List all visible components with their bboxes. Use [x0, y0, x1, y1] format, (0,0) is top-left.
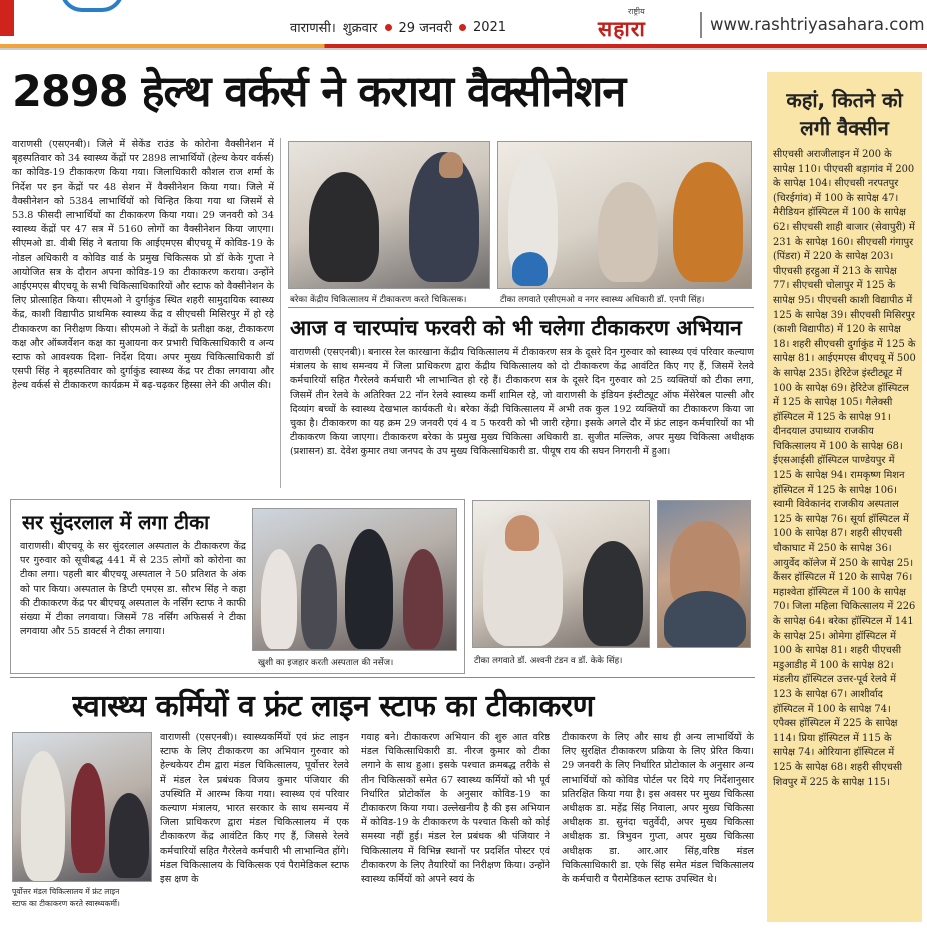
- bullet-icon: [385, 24, 392, 31]
- person-figure: [309, 172, 379, 282]
- story4-column3: टीकाकरण के लिए और साथ ही अन्य लाभार्थियों के लिए सुरक्षित टीकाकरण प्रक्रिया के लिए प्रेरित किया। 29 जनवरी के लिए निर्धारित प्रोटोकाल के अनुसार अन्य लाभार्थियों को कोविड पोर्टल पर दिये गए निर्देशानुसार प्रतिरक्षित किया गया है। इस अवसर पर मुख्य चिकित्सा अधीक्षक डा. महेंद्र सिंह निवाला, अपर मुख्य चिकित्सा अधीक्षक डा. सुनंदा चतुर्वेदी, अपर मुख्य चिकित्सा अधीक्षक डा. त्रिभुवन गुप्ता, अपर मुख्य चिकित्सा अधीक्षक डा. आर.आर सिंह,वरिष्ठ मंडल चिकित्साधिकारी डा. एके सिंह समेत मंडल चिकित्सालय के कर्मचारी व पैरामेडिकल स्टाफ उपस्थित थे।: [562, 732, 754, 886]
- photo1-caption: बरेका केंद्रीय चिकित्सालय में टीकाकरण करते चिकित्सक।: [290, 295, 467, 305]
- person-figure: [439, 152, 463, 178]
- person-figure: [583, 541, 643, 646]
- person-figure: [598, 182, 658, 282]
- dateline-year: 2021: [472, 19, 507, 35]
- photo3-caption: खुशी का इजहार करती अस्पताल की नर्सेज।: [258, 658, 394, 668]
- story2-body: वाराणसी (एसएनबी)। बनारस रेल कारखाना केंद्रीय चिकित्सालय में टीकाकरण सत्र के दूसरे दिन गुरुवार को स्वास्थ्य एवं परिवार कल्याण मंत्रालय के साथ समन्वय में जिला प्राधिकरण द्वारा केंद्रीय चिकित्सालय को दो टीकाकरण केंद्र आवंटित किए गए हैं, जिसमें रेलवे कर्मचारियों सहित गैररेलवे कर्मचारी भी लाभान्वित हो रहे हैं। टीकाकरण सत्र के दूसरे दिन गुरुवार को 25 व्यक्तियों को टीका लगा, जिसमें तीन रेलवे के अतिरिक्त 22 नॉन रेलवे स्वास्थ्य कर्मी शामिल रहे, जो वाराणसी के इंडियन इंस्टीट्यूट ऑफ मेंसेरेबल पाल्सी और दिव्यांग बच्चों के स्वास्थ्य देखभाल कार्यकती थे। बरेका केंद्री चिकित्सालय में अभी तक कुल 192 व्यक्तियों का टीकाकरण किया जा चुका है। टीकाकरण का यह क्रम 29 जनवरी एवं 4 व 5 फरवरी को भी जारी रहेगा। इसके अगले दौर में फ्रंट लाइन कर्मचारियों का भी टीकाकरण किया जाएगा। टीकाकरण बरेका के प्रमुख मुख्य चिकित्सा अधिकारी डा. सुजीत मल्लिक, अपर मुख्य चिकित्सा अधीक्षक (प्रशासन) डा. देवेश कुमार तथा जनपद के उप मुख्य चिकित्साधिकारी डा. पीयूष राय की सघन निगरानी में हुआ।: [290, 347, 754, 458]
- sidebar-body: सीएचसी अराजीलाइन में 200 के सापेक्ष 110। पीएचसी बड़ागांव में 200 के सापेक्ष 104। सीएचसी नरपतपुर (चिरईगांव) में 100 के सापेक्ष 47। मैरीडियन हॉस्पिटल में 100 के सापेक्ष 62। सीएचसी शाही बाजार (सेवापुरी) में 231 के सापेक्ष 160। सीएचसी गंगापुर (पिंडरा) में 220 के सापेक्ष 203। पीएचसी हरहुआ में 213 के सापेक्ष 77। सीएचसी चोलापुर में 125 के सापेक्ष 95। पीएचसी काशी विद्यापीठ में 125 के सापेक्ष 39। सीएचसी मिसिरपुर (काशी विद्यापीठ) में 120 के सापेक्ष 18। शहरी सीएचसी दुर्गाकुंड में 125 के सापेक्ष 81। आईएमएस बीएचयू में 500 के सापेक्ष 235। हेरिटेज इंस्टीट्यूट में 100 के सापेक्ष 69। हेरिटेज हॉस्पिटल में 125 के सापेक्ष 105। गैलेक्सी हॉस्पिटल में 125 के सापेक्ष 91। दीनदयाल उपाध्याय राजकीय चिकित्सालय में 100 के सापेक्ष 68। ईएसआईसी हॉस्पिटल पाण्डेयपुर में 125 के सापेक्ष 94। रामकृष्ण मिशन हॉस्पिटल में 125 के सापेक्ष 106। स्वामी विवेकानंद राजकीय अस्पताल 125 के सापेक्ष 76। सूर्या हॉस्पिटल में 100 के सापेक्ष 87। शहरी सीएचसी चौकाघाट में 250 के सापेक्ष 36। आयुर्वेद कॉलेज में 250 के सापेक्ष 25। कैंसर हॉस्पिटल में 120 के सापेक्ष 76। महाश्वेता हॉस्पिटल में 100 के सापेक्ष 70। जिला महिला चिकित्सालय में 226 के सापेक्ष 64। बरेका हॉस्पिटल में 141 के सापेक्ष 25। ओमेगा हॉस्पिटल में 100 के सापेक्ष 81। शहरी पीएचसी मडुआडीह में 100 के सापेक्ष 82। मंडलीय हॉस्पिटल उत्तर-पूर्व रेलवे में 123 के सापेक्ष 67। आशीर्वाद हॉस्पिटल में 100 के सापेक्ष 74। एपैक्स हॉस्पिटल में 225 के सापेक्ष 114। प्रिया हॉस्पिटल में 115 के सापेक्ष 74। ओरियाना हॉस्पिटल में 125 के सापेक्ष 68। शहरी सीएचसी शिवपुर में 225 के सापेक्ष 115।: [773, 149, 916, 788]
- divider: [280, 138, 281, 488]
- photo5-caption-line2: स्टाफ का टीकाकरण करते स्वास्थ्यकर्मी।: [12, 899, 120, 908]
- divider: [700, 12, 702, 38]
- dateline: [290, 18, 506, 36]
- photo-portrait: [657, 500, 751, 648]
- dateline-date: 29 जनवरी: [398, 21, 452, 36]
- sidebar-title-line1: कहां, कितने को: [786, 88, 903, 112]
- story4-column2: गवाह बने। टीकाकरण अभियान की शुरु आत वरिष्ठ मंडल चिकित्साधिकारी डा. नीरज कुमार को टीका लगाने के साथ हुआ। इसके पश्चात क्रमबद्ध तरीके से तीन चिकित्सकों समेत 67 स्वास्थ्य कर्मियों को भी पूर्व निर्धारित प्रोटोकॉल के अनुसार कोविड-19 का टीकाकरण किया गया। उल्लेखनीय है की इस अभियान में कोविड-19 के टीकाकरण के पश्चात किसी को कोई समस्या नहीं हुई। मंडल रेल प्रबंधक श्री पंजियार ने चिकित्सालय में विभिन्न स्थानों पर प्रदर्शित पोस्टर एवं टीकाकरण के लिए तैयारियों का निरीक्षण किया। उन्होंने स्वास्थ्य कर्मियों को अपने स्वयं के: [361, 732, 550, 886]
- person-figure: [345, 529, 393, 649]
- person-figure: [403, 549, 443, 649]
- dateline-day: शुक्रवार: [342, 21, 378, 36]
- vaccination-sidebar: [767, 72, 922, 922]
- divider: [10, 677, 755, 678]
- bullet-icon: [459, 24, 466, 31]
- logo-small-text: राष्ट्रीय: [628, 7, 645, 16]
- person-figure: [505, 515, 539, 551]
- person-figure: [673, 162, 743, 282]
- newspaper-logo: [598, 6, 690, 40]
- sidebar-title-line2: लगी वैक्सीन: [800, 116, 889, 140]
- story4-headline: स्वास्थ्य कर्मियों व फ्रंट लाइन स्टाफ का टीकाकरण: [72, 689, 594, 724]
- person-figure: [109, 793, 149, 878]
- photo-nurses-celebrating: [252, 508, 457, 651]
- main-headline: 2898 हेल्थ वर्कर्स ने कराया वैक्सीनेशन: [12, 67, 626, 117]
- blue-arc-decoration: [60, 0, 124, 12]
- person-figure: [71, 763, 105, 873]
- person-figure: [261, 549, 297, 649]
- story3-headline: सर सुंदरलाल में लगा टीका: [22, 511, 210, 534]
- photo-doctor-vaccinating: [288, 141, 490, 289]
- story2-headline: आज व चारप्पांच फरवरी को भी चलेगा टीकाकरण अभियान: [290, 316, 742, 340]
- website-url: www.rashtriyasahara.com: [710, 15, 925, 34]
- photo2-caption: टीका लगवाते एसीएमओ व नगर स्वास्थ्य अधिकारी डॉ. एनपी सिंह।: [500, 295, 705, 305]
- person-figure: [664, 591, 746, 648]
- photo5-caption-line1: पूर्वोत्तर मंडल चिकित्सालय में फ्रंट लाइन: [12, 887, 120, 896]
- logo-big-text: सहारा: [598, 17, 646, 41]
- sidebar-title: [767, 86, 922, 142]
- divider: [288, 307, 754, 308]
- photo-doctor-receiving-vaccine: [472, 500, 650, 648]
- red-tab: [0, 0, 14, 36]
- photo4-caption: टीका लगवाते डॉ. अश्वनी टंडन व डॉ. केके सिंह।: [474, 656, 623, 666]
- main-story-body: वाराणसी (एसएनबी)। जिले में सेकेंड राउंड के कोरोना वैक्सीनेशन में बृहस्पतिवार को 34 स्वास्थ्य केंद्रों पर 2898 लाभार्थियों (हेल्थ केयर वर्कर्स) का कोविड-19 टीकाकरण किया गया। जिलाधिकारी कौशल राज शर्मा के निर्देश पर इन केंद्रों पर 48 सेशन में वैक्सीनेशन किया गया। जिले में वैक्सीनेशन को 5384 लाभार्थियों को चिन्हित किया गया था जिसमें से 53.8 फीसदी लाभार्थियों का टीकाकरण किया गया। 29 जनवरी को 34 स्वास्थ्य केंद्रों पर 47 सत्र में 5160 लोगों का वैक्सीनेशन किया जाएगा। सीएमओ डा. वीबी सिंह ने बताया कि आईएमएस बीएचयू में कोविड-19 के नोडल अधिकारी व कोविड वार्ड के प्रमुख चिकित्सक प्रो डॉ केके गुप्ता ने आयोजित सत्र के दौरान अपना कोविड-19 का टीकाकरण कराया। उन्होंने आईएमएस बीएचयू के सभी चिकित्साधिकारियों और स्टाफ को वैक्सीनेशन के लिए प्रोत्साहित किया। सीएमओ ने दुर्गाकुंड स्थित शहरी सामुदायिक स्वास्थ्य केंद्र, काशी विद्यापीठ प्राथमिक स्वास्थ्य केंद्र व सीएचसी मिसिरपुर में हो रहे टीकाकरण का निरीक्षण किया। सीएमओ ने केंद्रों के प्रतीक्षा कक्ष, टीकाकरण कक्ष और ऑब्जर्वेशन कक्ष का मुआयना कर प्रभारी चिकित्साधिकारी व अन्य स्टाफ को आवश्यक दिशा- निर्देश दिया। अपर मुख्य चिकित्साधिकारी डॉ एसपी सिंह ने बृहस्पतिवार को दुर्गाकुंड स्वास्थ्य केंद्र पर टीका लगवाया और हेल्थ वर्कर्स से टीकाकरण कार्यक्रम में बढ़-चढ़कर हिस्सा लेने की अपील की।: [12, 139, 274, 392]
- dateline-city: वाराणसी।: [290, 21, 336, 36]
- photo-acmo-vaccination: [497, 141, 752, 289]
- masthead: [0, 0, 927, 52]
- person-figure: [21, 751, 65, 881]
- photo-frontline-vaccination: [12, 732, 152, 882]
- divider: [0, 48, 927, 50]
- person-figure: [512, 252, 548, 286]
- story4-column1: वाराणसी (एसएनबी)। स्वास्थ्यकर्मियों एवं फ्रंट लाइन स्टाफ के लिए टीकाकरण का अभियान गुरुवार को हेल्थकेयर टीम द्वारा मंडल चिकित्सालय, पूर्वोत्तर रेलवे में मंडल रेल प्रबंधक विजय कुमार पंजियार की उपस्थिति में आरम्भ किया गया। स्वास्थ्य एवं परिवार कल्याण मंत्रालय, भारत सरकार के साथ समन्वय में जिला प्राधिकरण द्वारा मंडल चिकित्सालय में एक टीकाकरण केंद्र आवंटित किए गए हैं, जिससे रेलवे कर्मचारियों सहित गैररेलवे कर्मचारी भी लाभान्वित होंगे। मंडल चिकित्सालय के चिकित्सक एवं पैरामेडिकल स्टाफ इस क्षण के: [160, 732, 349, 886]
- person-figure: [301, 544, 337, 649]
- story3-body: वाराणसी। बीएचयू के सर सुंदरलाल अस्पताल के टीकाकरण केंद्र पर गुरुवार को सूचीबद्ध 441 में से 235 लोगों को कोरोना का टीका लगा। पहली बार बीएचयू अस्पताल ने 50 प्रतिशत के अंक को पार किया। अस्पताल के डिप्टी एमएस डा. सौरभ सिंह ने कहा की टीकाकरण केंद्र पर बीएचयू अस्पताल के नर्सिंग स्टाफ ने काफी संख्या में टीका लगवाया। जिसमें 78 नर्सिंग अफिसर्स ने टीका लगवाया और 55 डाक्टर्स ने टीका लगाया।: [20, 541, 246, 638]
